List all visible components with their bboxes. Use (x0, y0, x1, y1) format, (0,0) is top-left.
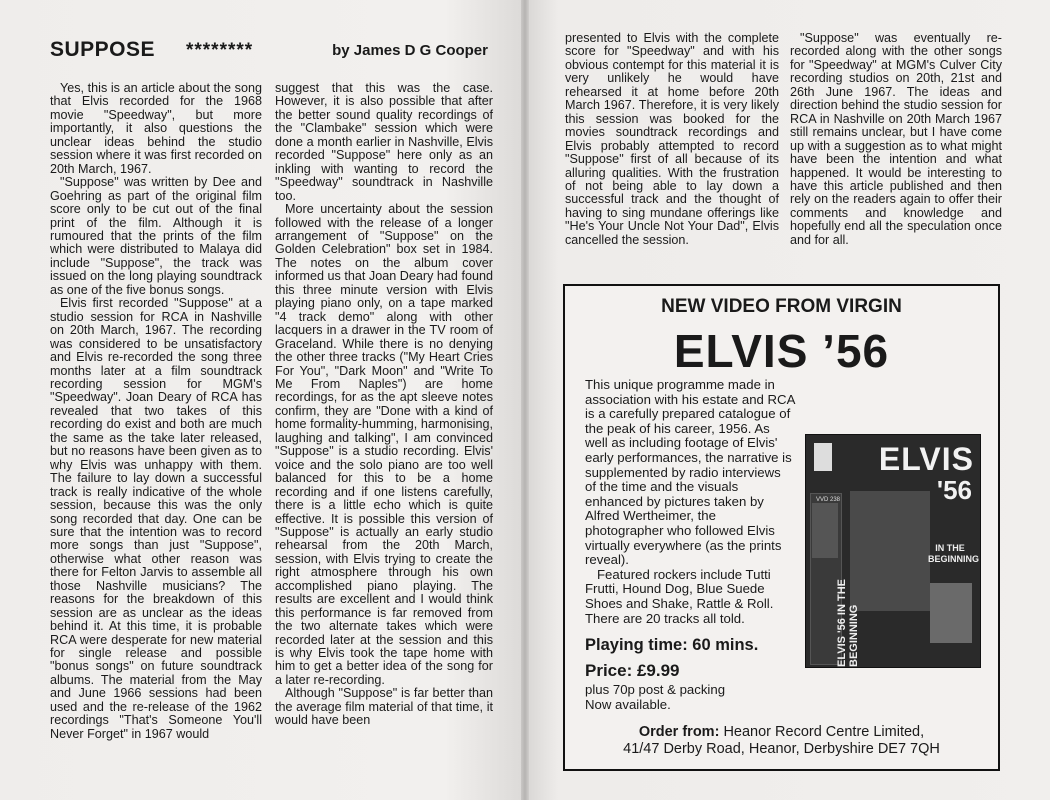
paragraph: Elvis first recorded "Suppose" at a studio session for RCA in Nashville on 20th March, 1967. The recording was considered to be unsatisfactory and Elvis re-recorded the song three months later at a film soundtrack recording session for MGM's "Speedway". Joan Deary of RCA has revealed that two takes of this recording do exist and both are much the same as the take later released, but no reasons have been given as to why Elvis was unhappy with them. The failure to lay down a successful track is really indicative of the whole session, because this was the only song recorded that day. One can be sure that the intention was to record more songs than just "Suppose", otherwise what other reason was there for Felton Jarvis to assemble all those Nashville musicians? The reasons for the breakdown of this session are as unclear as the ideas behind it. At this time, it is probable RCA were desperate for new material for single release and possible "bonus songs" on future soundtrack albums. The material from the May and June 1966 sessions had been used and the re-release of the 1962 recordings "That's Someone You'll Never Forget" in 1967 would (50, 296, 262, 741)
ad-description (585, 378, 795, 626)
playing-time: Playing time: 60 mins. (585, 636, 759, 654)
video-advertisement (563, 284, 1000, 771)
article-title: SUPPOSE (50, 38, 156, 61)
order-company: Heanor Record Centre Limited, (723, 724, 925, 740)
cover-tagline: IN THE BEGINNING (928, 543, 980, 564)
paragraph: Yes, this is an article about the song that Elvis recorded for the 1968 movie "Speedway", but more importantly, it also questions the unclear ideas behind the studio session where it was first recorded on 20th March, 1967. (50, 81, 262, 176)
article-column-4 (790, 32, 1002, 247)
article-column-2 (275, 82, 493, 728)
paragraph: Although "Suppose" is far better than the average film material of that time, it would have been (275, 686, 493, 728)
paragraph: "Suppose" was eventually re-recorded along with the other songs for "Speedway" at MGM's Culver City recording studios on 20th, 21st and 26th June 1967. The ideas and direction behind the studio session for RCA in Nashville on 20th March 1967 still remains unclear, but I have come up with a suggestion as to what might have been the intention and what happened. It would be interesting to have this article published and then rely on the readers again to offer their comments and knowledge and hopefully end all the speculation once and for all. (790, 31, 1002, 247)
video-cover-image (805, 434, 981, 668)
cover-photo (812, 503, 838, 558)
article-byline: by James D G Cooper (332, 42, 488, 59)
cover-subtitle: '56 (936, 475, 972, 505)
cover-code: VVD 238 (816, 497, 841, 503)
order-info (565, 724, 998, 758)
ad-title: ELVIS ’56 (673, 325, 890, 377)
cover-photo-guitar (850, 491, 930, 611)
availability-line: Now available. (585, 696, 671, 712)
postage-line: plus 70p post & packing (585, 682, 726, 697)
order-label: Order from: (638, 724, 720, 740)
virgin-logo-icon (814, 443, 832, 471)
cover-title: ELVIS (878, 441, 974, 477)
ad-paragraph: This unique programme made in association with his estate and RCA is a carefully prepared catalogue of the peak of his career, 1956. As well as including footage of Elvis' early performances, the narrative is supplemented by radio interviews of the time and the visuals enhanced by pictures taken by Alfred Wertheimer, the photographer who followed Elvis virtually everywhere (as the prints reveal). (585, 377, 795, 568)
title-stars: ******** (186, 40, 254, 61)
price: Price: £9.99 (585, 661, 680, 680)
paragraph: presented to Elvis with the complete score for "Speedway" and with his obvious contempt for this material it is very unlikely he would have rehearsed it at home before 20th March 1967. Therefore, it is very likely this session was booked for the movies soundtrack recordings and Elvis probably attempted to record "Suppose" first of all because of its alluring qualities. With the frustration of not being able to lay down a successful track and the thought of having to sing mundane offerings like "He's Your Uncle Not Your Dad", Elvis cancelled the session. (565, 31, 779, 247)
ad-paragraph: Featured rockers include Tutti Frutti, Hound Dog, Blue Suede Shoes and Shake, Rattle & Roll. There are 20 tracks all told. (585, 566, 774, 626)
paragraph: "Suppose" was written by Dee and Goehring as part of the original film score only to be cut out of the final print of the film. Although it is rumoured that the prints of the film which were distributed to Malaya did include "Suppose", the track was issued on the long playing soundtrack as one of the five bonus songs. (50, 175, 262, 297)
cover-portrait (930, 583, 972, 643)
ad-headline: NEW VIDEO FROM VIRGIN (661, 296, 902, 317)
paragraph: More uncertainty about the session followed with the release of a longer arrangement of "Suppose" on the Golden Celebration" box set in 1984. The notes on the album cover informed us that Joan Deary had found this three minute version with Elvis playing piano only, on a tape marked "4 track demo" along with other lacquers in a drawer in the TV room of Graceland. While there is no denying the other three tracks ("My Heart Cries For You", "Dark Moon" and "Write To Me From Naples") are home recordings, for as the apt sleeve notes confirm, they are "Done with a kind of home formality-humming, harmonising, laughing and talking", I am convinced "Suppose" is a studio recording. Elvis' voice and the solo piano are too well balanced for this to be a home recording and if one listens carefully, there is a little echo which is quite effective. It is possible this version of "Suppose" is actually an early studio rehearsal from the 20th March, session, with Elvis trying to create the right atmosphere through his own accomplished piano playing. The results are excellent and I would think this performance is far removed from the two alternate takes which were recorded later at the session and this is why Elvis took the tape home with him to get a better idea of the song for a later re-recording. (275, 202, 493, 687)
cover-spine-text: ELVIS '56 IN THE BEGINNING (836, 579, 860, 667)
page-gutter (521, 0, 529, 800)
article-header (50, 38, 500, 64)
article-column-1 (50, 82, 262, 741)
order-address: 41/47 Derby Road, Heanor, Derbyshire DE7 7QH (623, 741, 940, 757)
article-column-3 (565, 32, 779, 247)
paragraph: suggest that this was the case. However, it is also possible that after the better sound quality recordings of the "Clambake" session which were done a month earlier in Nashville, Elvis recorded "Suppose" here only as an inkling with wanting to record the "Speedway" soundtrack in Nashville too. (275, 81, 493, 203)
postage-note (585, 683, 725, 712)
